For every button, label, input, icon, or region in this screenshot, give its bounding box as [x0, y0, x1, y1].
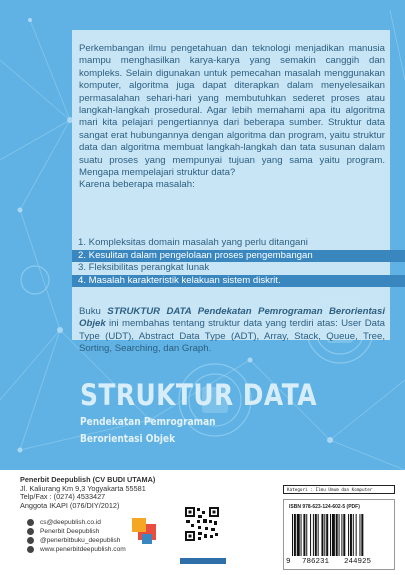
problem-intro: Karena beberapa masalah:: [79, 179, 195, 191]
barcode-bar: [353, 514, 354, 556]
publisher-name: Penerbit Deepublish (CV BUDI UTAMA): [20, 475, 156, 484]
summary-lead: Buku: [79, 306, 108, 317]
barcode: [292, 514, 390, 556]
description-block: [79, 43, 385, 192]
barcode-bar: [294, 514, 296, 556]
contact-list: [27, 518, 126, 554]
publisher-info: [20, 476, 155, 510]
publisher-phone: Telp/Fax : (0274) 4533427: [20, 492, 106, 502]
problem-item-3: 3. Fleksibilitas perangkat lunak: [78, 262, 210, 273]
barcode-bar: [356, 514, 357, 556]
instagram-icon: [27, 537, 34, 544]
barcode-bar: [318, 514, 319, 556]
barcode-bar: [303, 514, 305, 556]
summary-rest: ini membahas tentang struktur data yang terdiri atas: User Data Type (UDT), Abstract Data Type (ADT), Array, Stack, Queue, Tree, Sorting, Searching, dan Graph.: [79, 318, 385, 355]
qr-code: [185, 507, 219, 541]
barcode-bar: [301, 514, 302, 556]
barcode-bar: [330, 514, 331, 556]
contact-instagram: @penerbitbuku_deepublish: [27, 536, 126, 545]
barcode-bar: [359, 514, 360, 556]
barcode-bar: [339, 514, 340, 556]
facebook-icon: [27, 528, 34, 535]
publisher-name-strip: [180, 555, 226, 567]
barcode-digits-right: 244925: [344, 558, 372, 566]
book-summary: [79, 306, 385, 356]
publisher-address: Jl. Kaliurang Km 9,3 Yogyakarta 55581: [20, 483, 146, 493]
contact-email: cs@deepublish.co.id: [27, 518, 126, 527]
description-paragraph: Perkembangan ilmu pengetahuan dan teknologi menjadikan manusia mampu menghasilkan karya-karya yang semakin canggih dan kompleks. Selain digunakan untuk pemecahan masalah menggunakan komputer, algoritma juga dapat diterapkan dalam menyelesaikan permasalahan sehari-hari yang membutuhkan sederet proses atau langkah-langkah prosedural. Agar lebih memahami apa itu algoritma mari kita pelajari pengertiannya dari beberapa sumber. Struktur data sangat erat hubungannya dengan algoritma dan program, yaitu struktur data dan algoritma membuat langkah-langkah dan tata susunan dalam suatu proses yang mempunyai tujuan yang sama yaitu program. Mengapa mempelajari struktur data?: [79, 43, 385, 179]
barcode-bar: [297, 514, 300, 556]
barcode-bar: [306, 514, 307, 556]
publisher-logo: [128, 514, 160, 548]
problem-item-4: 4. Masalah karakteristik kelakuan sistem diskrit.: [72, 275, 405, 288]
publisher-membership: Anggota IKAPI (076/DIY/2012): [20, 500, 120, 510]
barcode-digits-left: 786231: [302, 558, 330, 566]
barcode-bar: [343, 514, 345, 556]
barcode-bar: [313, 514, 314, 556]
barcode-bar: [324, 514, 325, 556]
summary-book-title: STRUKTUR DATA Pendekatan Pemrograman Berorientasi Objek: [79, 306, 385, 330]
barcode-bar: [336, 514, 338, 556]
contact-website: www.penerbitdeepublish.com: [27, 545, 126, 554]
isbn-barcode-box: [283, 499, 395, 570]
barcode-bar: [361, 514, 363, 556]
problem-item-1: 1. Kompleksitas domain masalah yang perlu ditangani: [78, 237, 308, 248]
problem-list: [72, 237, 405, 287]
barcode-bar: [332, 514, 335, 556]
barcode-bar: [292, 514, 293, 556]
barcode-bar: [348, 514, 349, 556]
isbn-number: ISBN 978-623-124-602-5 (PDF): [289, 504, 360, 510]
barcode-bar: [326, 514, 328, 556]
book-subtitle-line-1: Pendekatan Pemrograman: [80, 416, 216, 428]
barcode-bar: [350, 514, 352, 556]
problem-item-2: 2. Kesulitan dalam pengelolaan proses pengembangan: [72, 250, 405, 263]
barcode-digit-prefix: 9: [286, 558, 291, 566]
category-label: Kategori : Ilmu Umum dan Komputer: [283, 485, 395, 494]
contact-facebook: Penerbit Deepublish: [27, 527, 126, 536]
barcode-bar: [341, 514, 342, 556]
book-subtitle-line-2: Berorientasi Objek: [80, 433, 176, 445]
book-title: STRUKTUR DATA: [80, 378, 317, 412]
email-icon: [27, 519, 34, 526]
barcode-bar: [321, 514, 323, 556]
globe-icon: [27, 546, 34, 553]
barcode-bar: [315, 514, 317, 556]
barcode-bar: [310, 514, 311, 556]
